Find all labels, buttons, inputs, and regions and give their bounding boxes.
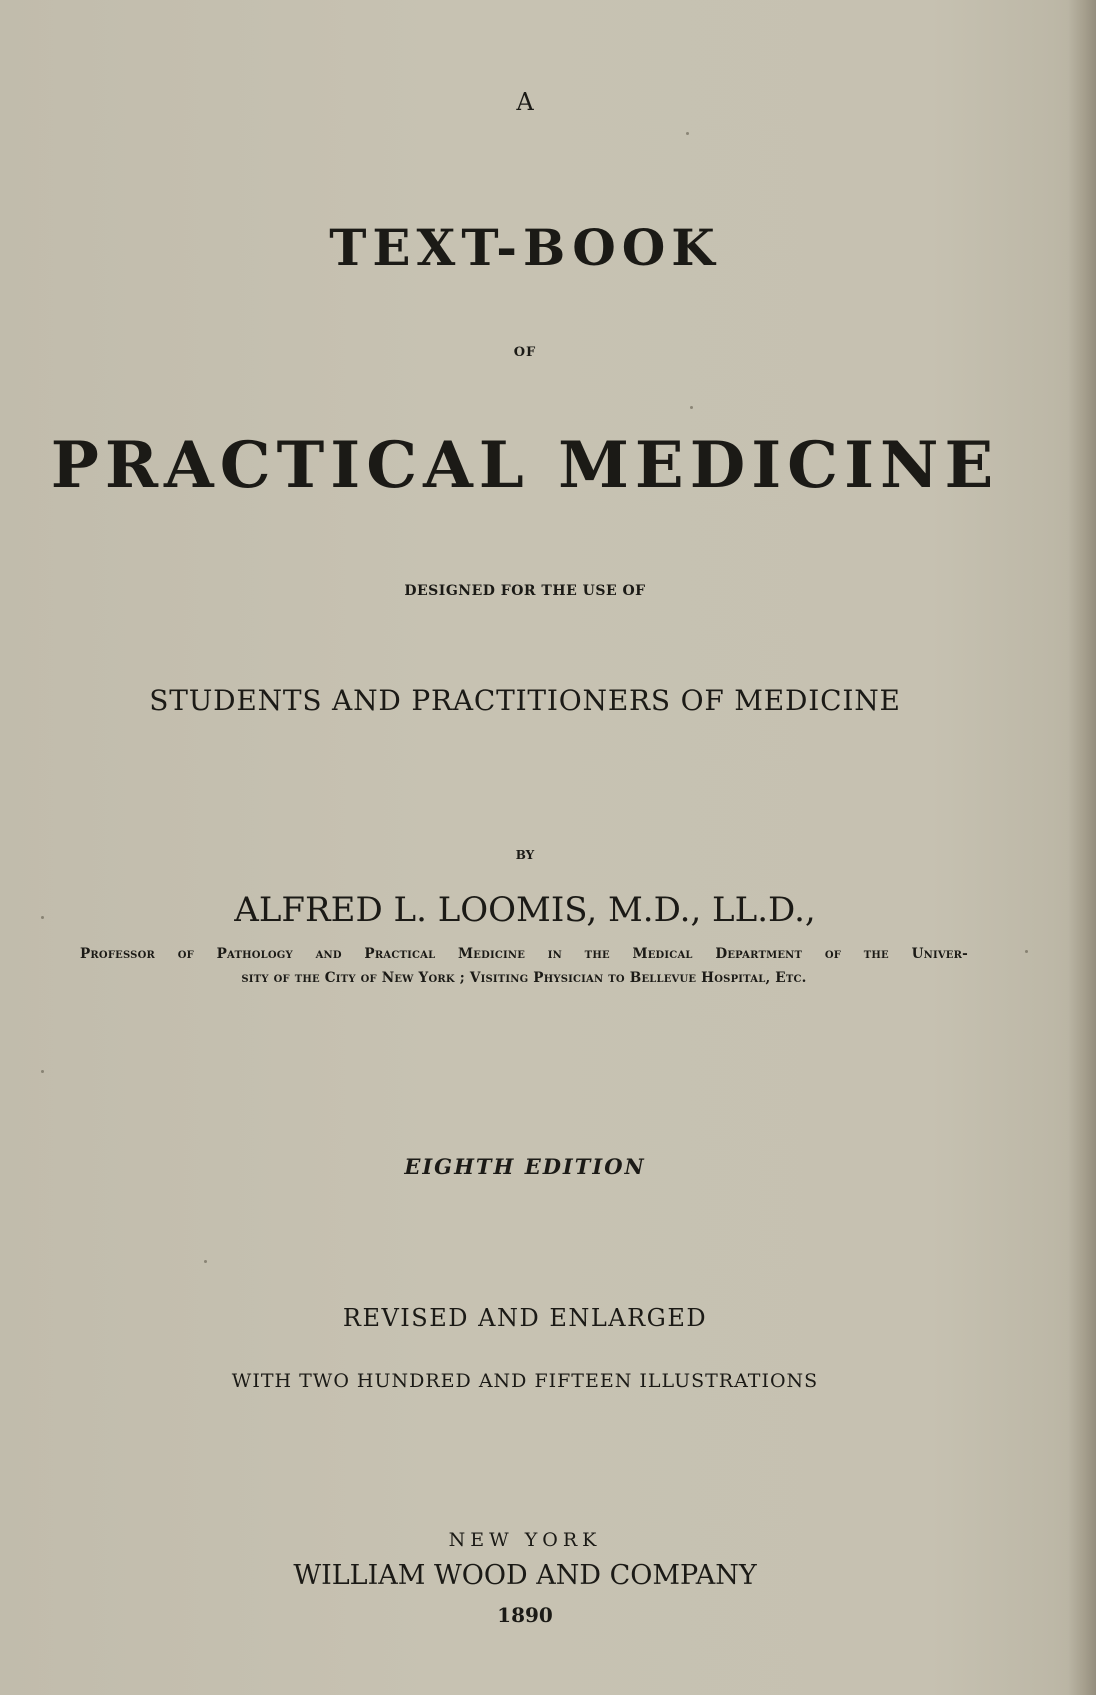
edition-line: EIGHTH EDITION xyxy=(404,1154,646,1179)
paper-speck xyxy=(41,1070,44,1073)
paper-speck xyxy=(686,132,689,135)
publication-place: NEW YORK xyxy=(448,1529,602,1551)
title-practical-medicine: PRACTICAL MEDICINE xyxy=(50,428,1000,503)
credentials-line-2: sity of the City of New York ; Visiting Physician to Bellevue Hospital, Etc. xyxy=(241,970,807,986)
paper-speck xyxy=(204,1260,207,1263)
audience-line: STUDENTS AND PRACTITIONERS OF MEDICINE xyxy=(149,684,901,717)
title-text-book: TEXT-BOOK xyxy=(329,218,721,277)
credentials-line-1: Professor of Pathology and Practical Medicine in the Medical Department of the Univer- xyxy=(80,946,968,962)
article-a: A xyxy=(516,88,534,116)
by-line: BY xyxy=(515,848,535,862)
page-edge-shadow xyxy=(1068,0,1096,1695)
revision-line: REVISED AND ENLARGED xyxy=(342,1304,708,1332)
designed-for-line: DESIGNED FOR THE USE OF xyxy=(404,583,646,599)
paper-speck xyxy=(690,406,693,409)
publication-year: 1890 xyxy=(497,1603,553,1627)
author-name: ALFRED L. LOOMIS, M.D., LL.D., xyxy=(234,890,816,930)
author-credentials xyxy=(80,942,968,990)
illustrations-line: WITH TWO HUNDRED AND FIFTEEN ILLUSTRATIONS xyxy=(231,1370,819,1392)
paper-speck xyxy=(1025,950,1028,953)
title-of: OF xyxy=(513,345,537,360)
publisher-name: WILLIAM WOOD AND COMPANY xyxy=(293,1560,757,1591)
